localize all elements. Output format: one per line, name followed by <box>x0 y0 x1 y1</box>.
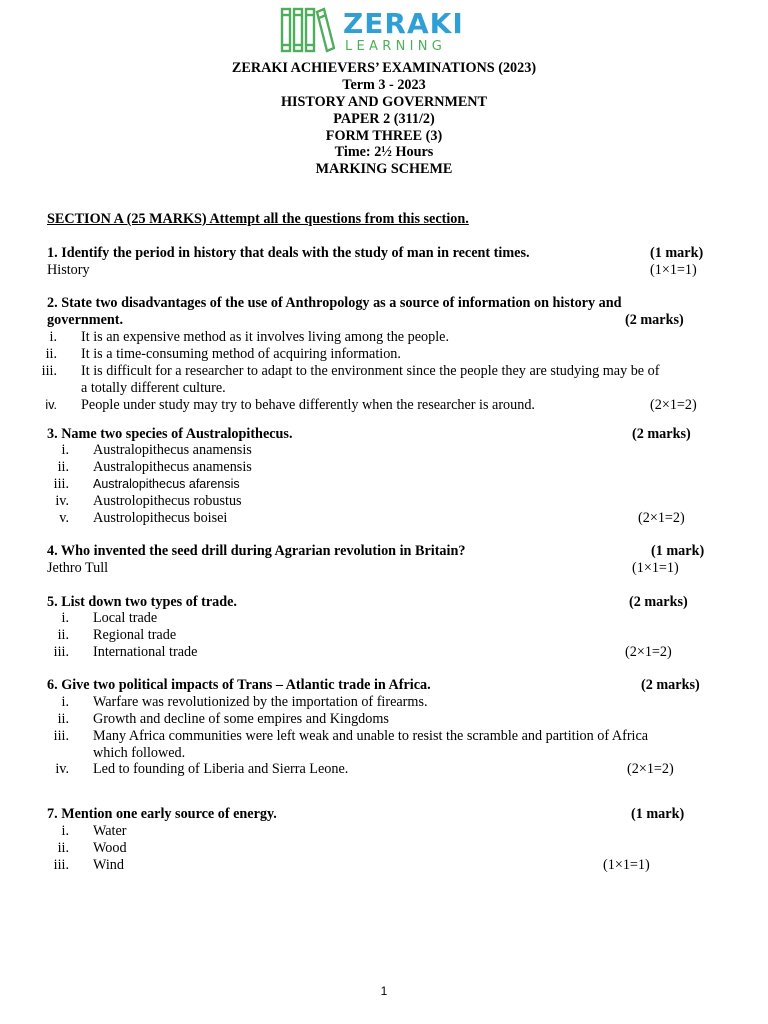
list-number: ii. <box>45 346 57 362</box>
list-item: People under study may try to behave differently when the researcher is around. <box>81 397 535 413</box>
question-6: 6. Give two political impacts of Trans – Atlantic trade in Africa. <box>47 677 431 693</box>
list-number: ii. <box>57 627 69 643</box>
exam-time: Time: 2½ Hours <box>334 144 434 160</box>
question-4-answer: Jethro Tull <box>47 560 109 576</box>
list-number: iv. <box>55 761 69 777</box>
question-3: 3. Name two species of Australopithecus. <box>47 426 293 442</box>
list-item: Wood <box>93 840 127 856</box>
question-3-award: (2×1=2) <box>638 510 685 526</box>
list-item: Regional trade <box>93 627 177 643</box>
question-4-award: (1×1=1) <box>632 560 679 576</box>
question-1: 1. Identify the period in history that deals with the study of man in recent times. <box>47 245 530 261</box>
question-7-award: (1×1=1) <box>603 857 650 873</box>
question-7: 7. Mention one early source of energy. <box>47 806 277 822</box>
list-item: Led to founding of Liberia and Sierra Leone. <box>93 761 349 777</box>
question-7-marks: (1 mark) <box>631 806 685 822</box>
list-number: ii. <box>57 459 69 475</box>
list-number: i. <box>61 823 69 839</box>
section-heading: SECTION A (25 MARKS) Attempt all the questions from this section. <box>47 211 469 227</box>
list-item: Local trade <box>93 610 158 626</box>
list-number: iii. <box>41 363 57 379</box>
list-item: Austrolopithecus boisei <box>93 510 228 526</box>
exam-paper: PAPER 2 (311/2) <box>333 111 435 127</box>
list-number: iii. <box>53 644 69 660</box>
logo-brand: ZERAKI <box>343 7 464 40</box>
list-number: i. <box>61 694 69 710</box>
question-1-answer: History <box>47 262 90 278</box>
question-5: 5. List down two types of trade. <box>47 594 237 610</box>
question-2-marks: (2 marks) <box>625 312 684 328</box>
list-item: Warfare was revolutionized by the importation of firearms. <box>93 694 428 710</box>
question-5-marks: (2 marks) <box>629 594 688 610</box>
list-number: iii. <box>53 476 69 492</box>
list-item-cont: a totally different culture. <box>81 380 226 396</box>
list-number: v. <box>59 510 69 526</box>
list-number: i. <box>49 329 57 345</box>
list-item-cont: which followed. <box>93 745 186 761</box>
list-number: iii. <box>53 728 69 744</box>
question-4: 4. Who invented the seed drill during Agrarian revolution in Britain? <box>47 543 466 559</box>
zeraki-logo <box>279 6 469 56</box>
logo-subtitle: LEARNING <box>345 39 447 54</box>
list-number: iv. <box>55 493 69 509</box>
list-item: Australopithecus afarensis <box>93 477 240 491</box>
question-2: 2. State two disadvantages of the use of Anthropology as a source of information on history and <box>47 295 622 311</box>
list-number: iii. <box>53 857 69 873</box>
question-2-award: (2×1=2) <box>650 397 697 413</box>
question-6-award: (2×1=2) <box>627 761 674 777</box>
list-item: Wind <box>93 857 124 873</box>
list-item: International trade <box>93 644 198 660</box>
list-item: It is a time-consuming method of acquiring information. <box>81 346 401 362</box>
list-number: i. <box>61 610 69 626</box>
list-number: iv. <box>45 398 57 412</box>
exam-doc-type: MARKING SCHEME <box>315 161 453 177</box>
books-icon <box>279 6 335 56</box>
question-6-marks: (2 marks) <box>641 677 700 693</box>
question-5-award: (2×1=2) <box>625 644 672 660</box>
list-item: It is difficult for a researcher to adapt to the environment since the people they are studying may be of <box>81 363 660 379</box>
list-number: ii. <box>57 711 69 727</box>
question-1-award: (1×1=1) <box>650 262 697 278</box>
question-4-marks: (1 mark) <box>651 543 705 559</box>
list-item: Water <box>93 823 127 839</box>
list-number: i. <box>61 442 69 458</box>
list-item: Australopithecus anamensis <box>93 442 252 458</box>
question-2-cont: government. <box>47 312 124 328</box>
list-item: Austrolopithecus robustus <box>93 493 242 509</box>
question-1-marks: (1 mark) <box>650 245 704 261</box>
exam-form: FORM THREE (3) <box>325 128 443 144</box>
list-item: Australopithecus anamensis <box>93 459 252 475</box>
exam-subject: HISTORY AND GOVERNMENT <box>280 94 488 110</box>
list-item: Growth and decline of some empires and Kingdoms <box>93 711 389 727</box>
list-item: Many Africa communities were left weak and unable to resist the scramble and partition of Africa <box>93 728 649 744</box>
list-number: ii. <box>57 840 69 856</box>
list-item: It is an expensive method as it involves living among the people. <box>81 329 450 345</box>
exam-term: Term 3 - 2023 <box>342 77 426 93</box>
exam-title: ZERAKI ACHIEVERS’ EXAMINATIONS (2023) <box>231 60 537 76</box>
question-3-marks: (2 marks) <box>632 426 691 442</box>
page-number: 1 <box>380 984 388 998</box>
